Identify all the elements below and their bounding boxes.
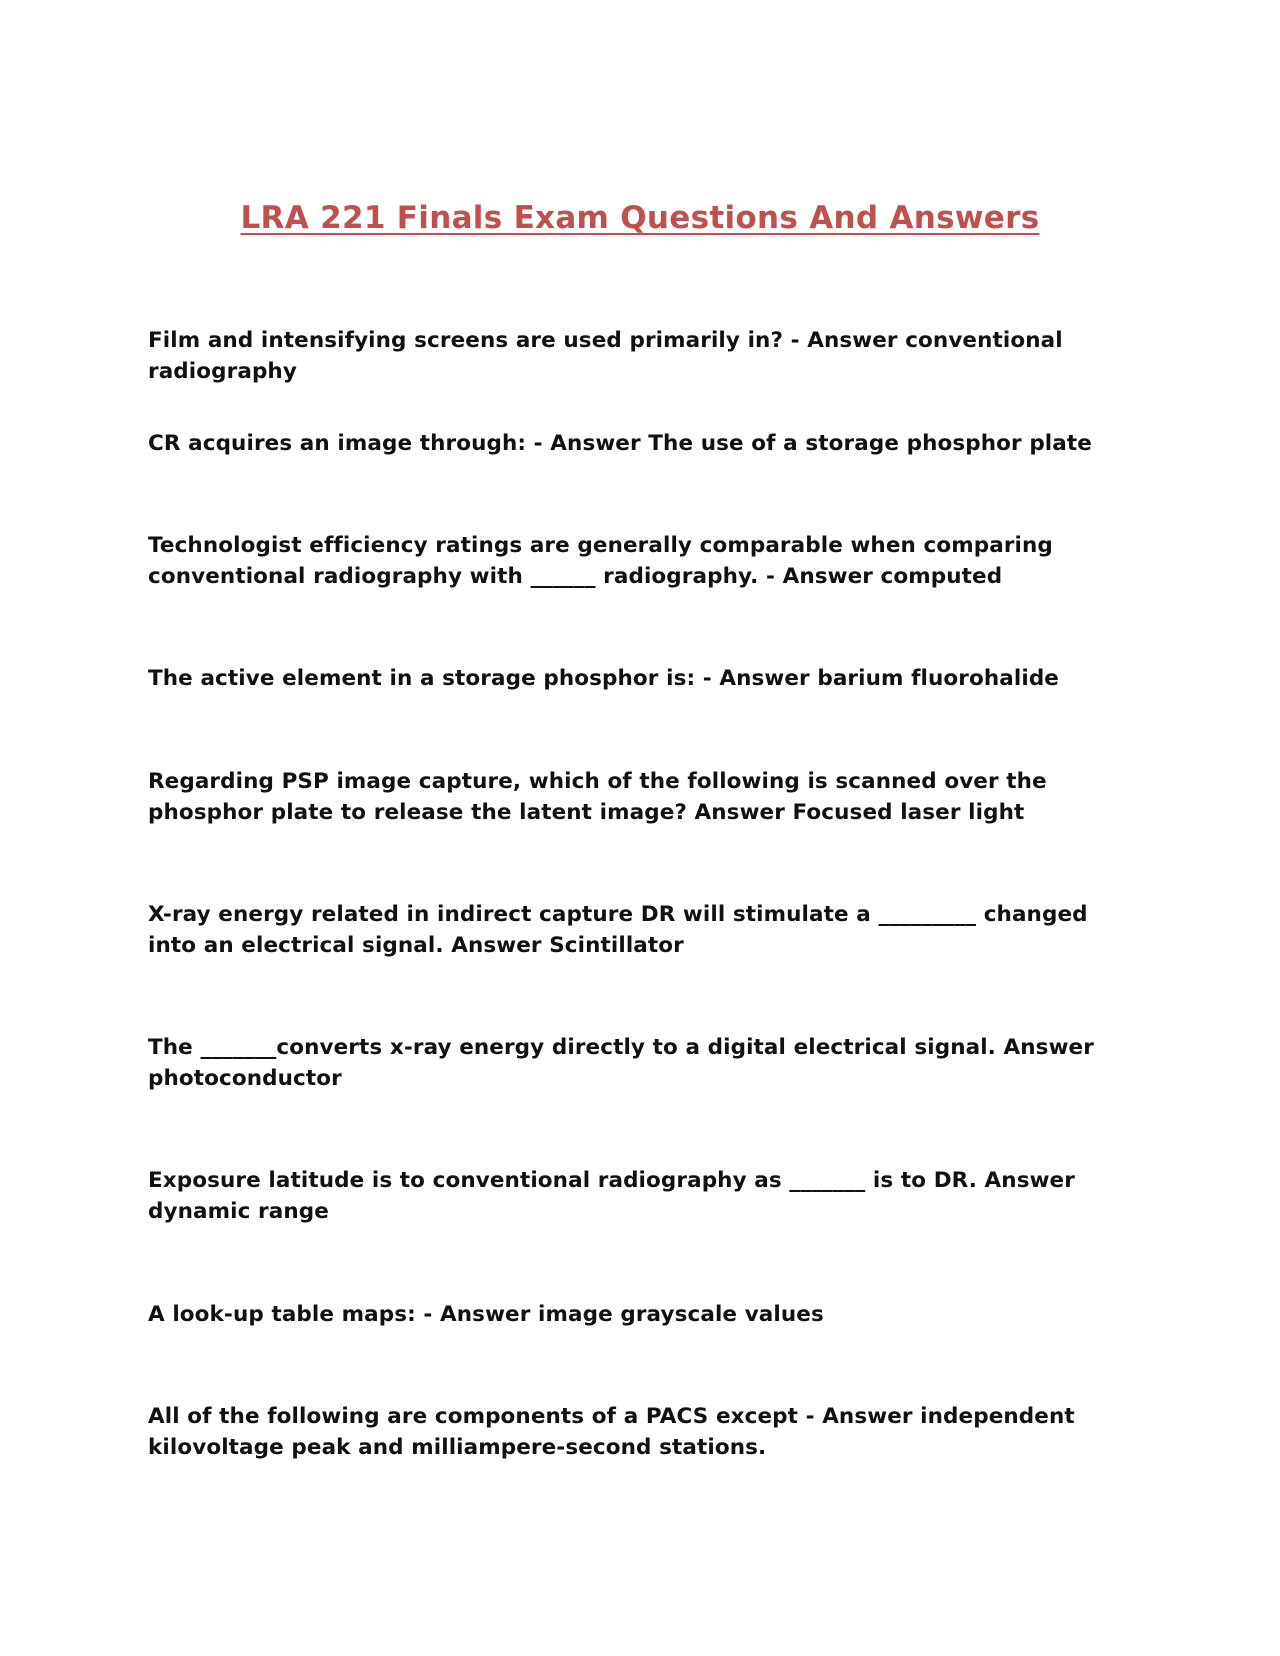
qa-entry-7: The _______converts x-ray energy directly to a digital electrical signal. Answer photoconductor [148,1035,1094,1091]
qa-entry-4: The active element in a storage phosphor is: - Answer barium fluorohalide [148,666,1059,691]
qa-entry-2: CR acquires an image through: - Answer The use of a storage phosphor plate [148,431,1092,456]
qa-entry-6: X-ray energy related in indirect capture DR will stimulate a _________ changed into an electrical signal. Answer Scintillator [148,902,1088,958]
qa-entry-10: All of the following are components of a PACS except - Answer independent kilovoltage peak and milliampere-second stations. [148,1404,1075,1460]
document-title-text: LRA 221 Finals Exam Questions And Answers [240,200,1040,236]
qa-entry-8: Exposure latitude is to conventional radiography as _______ is to DR. Answer dynamic range [148,1168,1075,1224]
qa-entry-9: A look-up table maps: - Answer image grayscale values [148,1302,824,1327]
qa-entry-1: Film and intensifying screens are used primarily in? - Answer conventional radiography [148,328,1063,384]
qa-entry-3: Technologist efficiency ratings are generally comparable when comparing conventional radiography with ______ radiography. - Answer computed [148,533,1053,589]
document-title [0,200,1280,236]
qa-entry-5: Regarding PSP image capture, which of the following is scanned over the phosphor plate to release the latent image? Answer Focused laser light [148,769,1047,825]
